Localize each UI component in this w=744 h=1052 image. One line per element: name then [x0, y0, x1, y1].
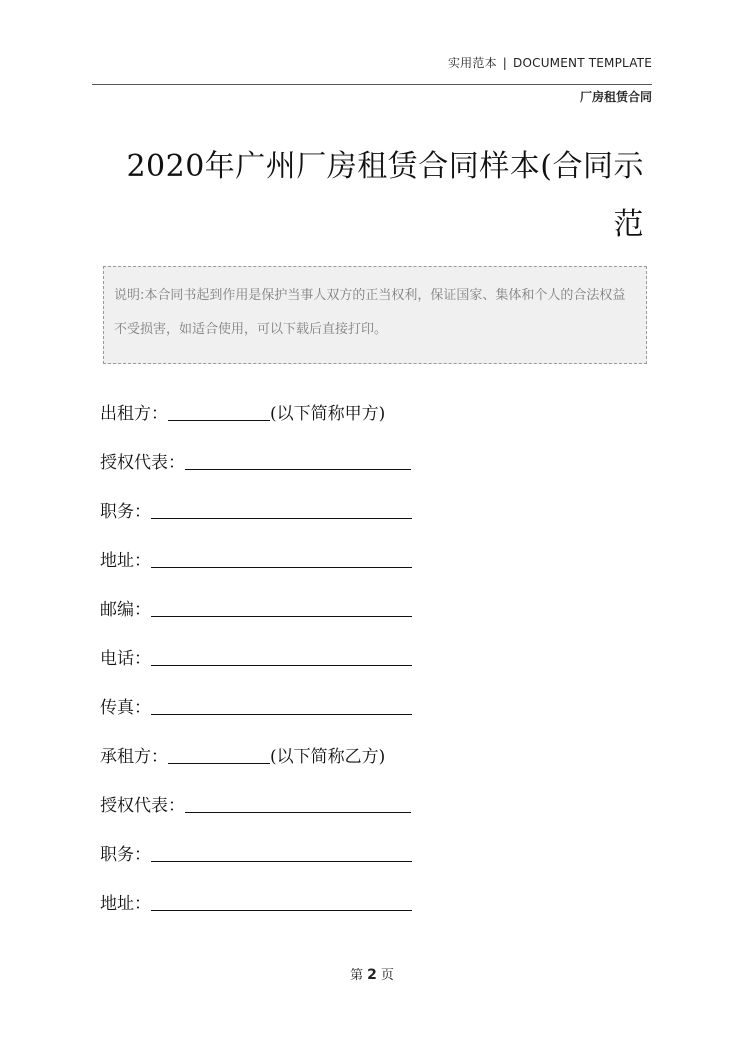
field-label: 职务： [100, 502, 151, 522]
note-text: 说明:本合同书起到作用是保护当事人双方的正当权利，保证国家、集体和个人的合法权益不受损害，如适合使用，可以下载后直接打印。 [114, 288, 626, 337]
blank-line[interactable] [151, 498, 412, 519]
field-suffix: (以下简称甲方) [270, 404, 386, 424]
blank-line[interactable] [168, 743, 270, 764]
field-lessee-address [100, 888, 412, 937]
blank-line[interactable] [168, 400, 270, 421]
field-lessor-address [100, 545, 412, 594]
field-label: 电话： [100, 649, 151, 669]
header-separator: | [502, 56, 508, 70]
field-label: 出租方： [100, 404, 168, 424]
document-title-line-1: 2020年广州厂房租赁合同样本(合同示范 [126, 149, 644, 242]
field-lessor-representative [100, 447, 412, 496]
blank-line[interactable] [151, 596, 412, 617]
page-number: 2 [367, 967, 377, 983]
header-brand-cn: 实用范本 [447, 56, 497, 70]
field-label: 授权代表： [100, 453, 185, 473]
header-brand-en: DOCUMENT TEMPLATE [513, 56, 652, 70]
header-subtitle: 厂房租赁合同 [579, 90, 652, 104]
field-label: 地址： [100, 551, 151, 571]
field-suffix: (以下简称乙方) [270, 747, 386, 767]
blank-line[interactable] [185, 449, 411, 470]
field-lessor [100, 398, 412, 447]
field-lessor-fax [100, 692, 412, 741]
field-lessor-position [100, 496, 412, 545]
blank-line[interactable] [151, 841, 412, 862]
header-brand [448, 54, 652, 71]
field-label: 邮编： [100, 600, 151, 620]
blank-line[interactable] [151, 694, 412, 715]
note-box [103, 266, 647, 364]
field-lessee-position [100, 839, 412, 888]
blank-line[interactable] [151, 645, 412, 666]
page-footer [0, 964, 744, 983]
field-label: 承租方： [100, 747, 168, 767]
field-label: 地址： [100, 894, 151, 914]
blank-line[interactable] [185, 792, 411, 813]
header-rule [92, 84, 652, 85]
field-label: 授权代表： [100, 796, 185, 816]
field-label: 传真： [100, 698, 151, 718]
page-prefix: 第 [350, 968, 364, 983]
field-lessor-postcode [100, 594, 412, 643]
field-lessee-representative [100, 790, 412, 839]
blank-line[interactable] [151, 890, 412, 911]
page-suffix: 页 [380, 968, 394, 983]
contract-fields [100, 398, 412, 937]
field-lessee [100, 741, 412, 790]
field-lessor-phone [100, 643, 412, 692]
field-label: 职务： [100, 845, 151, 865]
blank-line[interactable] [151, 547, 412, 568]
